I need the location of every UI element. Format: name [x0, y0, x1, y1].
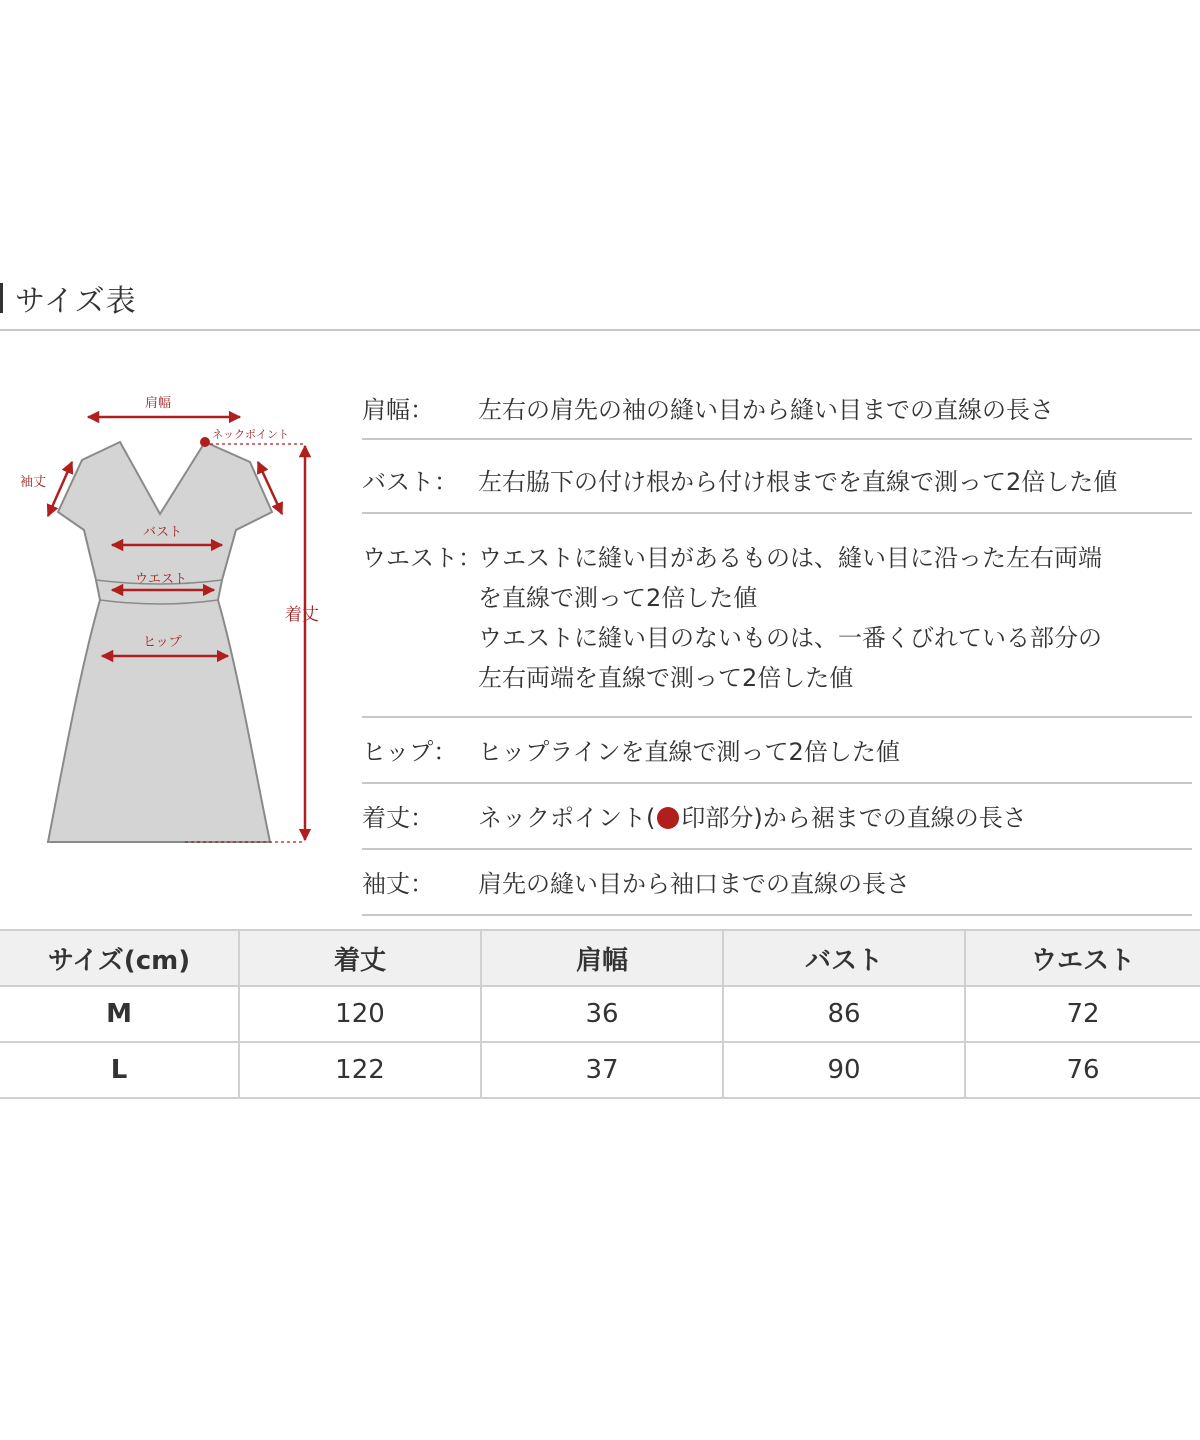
table-header-row — [0, 930, 1200, 986]
definition-line: を直線で測って2倍した値 — [478, 584, 758, 612]
table-cell: 37 — [481, 1042, 723, 1098]
column-header: ウエスト — [965, 930, 1200, 986]
table-row — [0, 986, 1200, 1042]
definition-line: 左右両端を直線で測って2倍した値 — [478, 664, 854, 692]
sleeve-label: 袖丈 — [20, 475, 47, 490]
table-cell-size: M — [0, 986, 239, 1042]
measurement-definitions — [362, 376, 1192, 916]
table-cell: 122 — [239, 1042, 481, 1098]
definition-row-sleeve — [362, 850, 1192, 916]
definition-row-bust — [362, 440, 1192, 514]
definition-line: ウエストに縫い目のないものは、一番くびれている部分の — [478, 624, 1102, 652]
column-header: 着丈 — [239, 930, 481, 986]
definition-term: 着丈： — [362, 804, 434, 832]
definition-desc — [478, 390, 1192, 430]
definition-row-length — [362, 784, 1192, 850]
table-row — [0, 1042, 1200, 1098]
table-cell: 90 — [723, 1042, 965, 1098]
shoulder-label: 肩幅 — [145, 396, 172, 411]
definition-term: バスト： — [362, 468, 458, 496]
definition-term: ウエスト： — [362, 544, 482, 572]
waist-label: ウエスト — [135, 572, 188, 587]
table-cell-size: L — [0, 1042, 239, 1098]
bust-label: バスト — [143, 525, 183, 540]
definition-row-shoulder — [362, 376, 1192, 440]
table-cell: 36 — [481, 986, 723, 1042]
neck-point-dot — [657, 807, 679, 829]
definition-term: ヒップ： — [362, 738, 458, 766]
garment-diagram — [0, 380, 350, 860]
definition-row-hip — [362, 718, 1192, 784]
column-header: 肩幅 — [481, 930, 723, 986]
column-header: バスト — [723, 930, 965, 986]
table-cell: 72 — [965, 986, 1200, 1042]
table-cell: 120 — [239, 986, 481, 1042]
table-cell: 86 — [723, 986, 965, 1042]
column-header: サイズ(cm) — [0, 930, 239, 986]
definition-text-before: ネックポイント( — [478, 804, 656, 832]
size-table — [0, 929, 1200, 1099]
definition-line: 肩先の縫い目から袖口までの直線の長さ — [478, 870, 910, 898]
heading-bar — [0, 283, 3, 313]
definition-desc — [478, 538, 1192, 698]
definition-desc — [478, 864, 1192, 904]
definition-line: 左右の肩先の袖の縫い目から縫い目までの直線の長さ — [478, 396, 1054, 424]
definition-term: 袖丈： — [362, 870, 434, 898]
definition-desc — [478, 798, 1192, 838]
definition-row-waist — [362, 514, 1192, 718]
definition-desc — [478, 462, 1192, 502]
heading-divider — [0, 329, 1200, 331]
page-title: サイズ表 — [15, 284, 137, 319]
neck-point-marker — [200, 437, 210, 447]
definition-line: ヒップラインを直線で測って2倍した値 — [478, 738, 900, 766]
definition-text-after: 印部分)から裾までの直線の長さ — [681, 804, 1027, 832]
definition-line: 左右脇下の付け根から付け根までを直線で測って2倍した値 — [478, 468, 1118, 496]
hip-label: ヒップ — [143, 635, 182, 650]
definition-desc — [478, 732, 1192, 772]
length-label: 着丈 — [285, 605, 319, 625]
table-cell: 76 — [965, 1042, 1200, 1098]
definition-term: 肩幅： — [362, 396, 434, 424]
section-heading — [0, 276, 600, 320]
definition-line: ウエストに縫い目があるものは、縫い目に沿った左右両端 — [478, 544, 1102, 572]
neck-point-label: ネックポイント — [212, 428, 289, 441]
